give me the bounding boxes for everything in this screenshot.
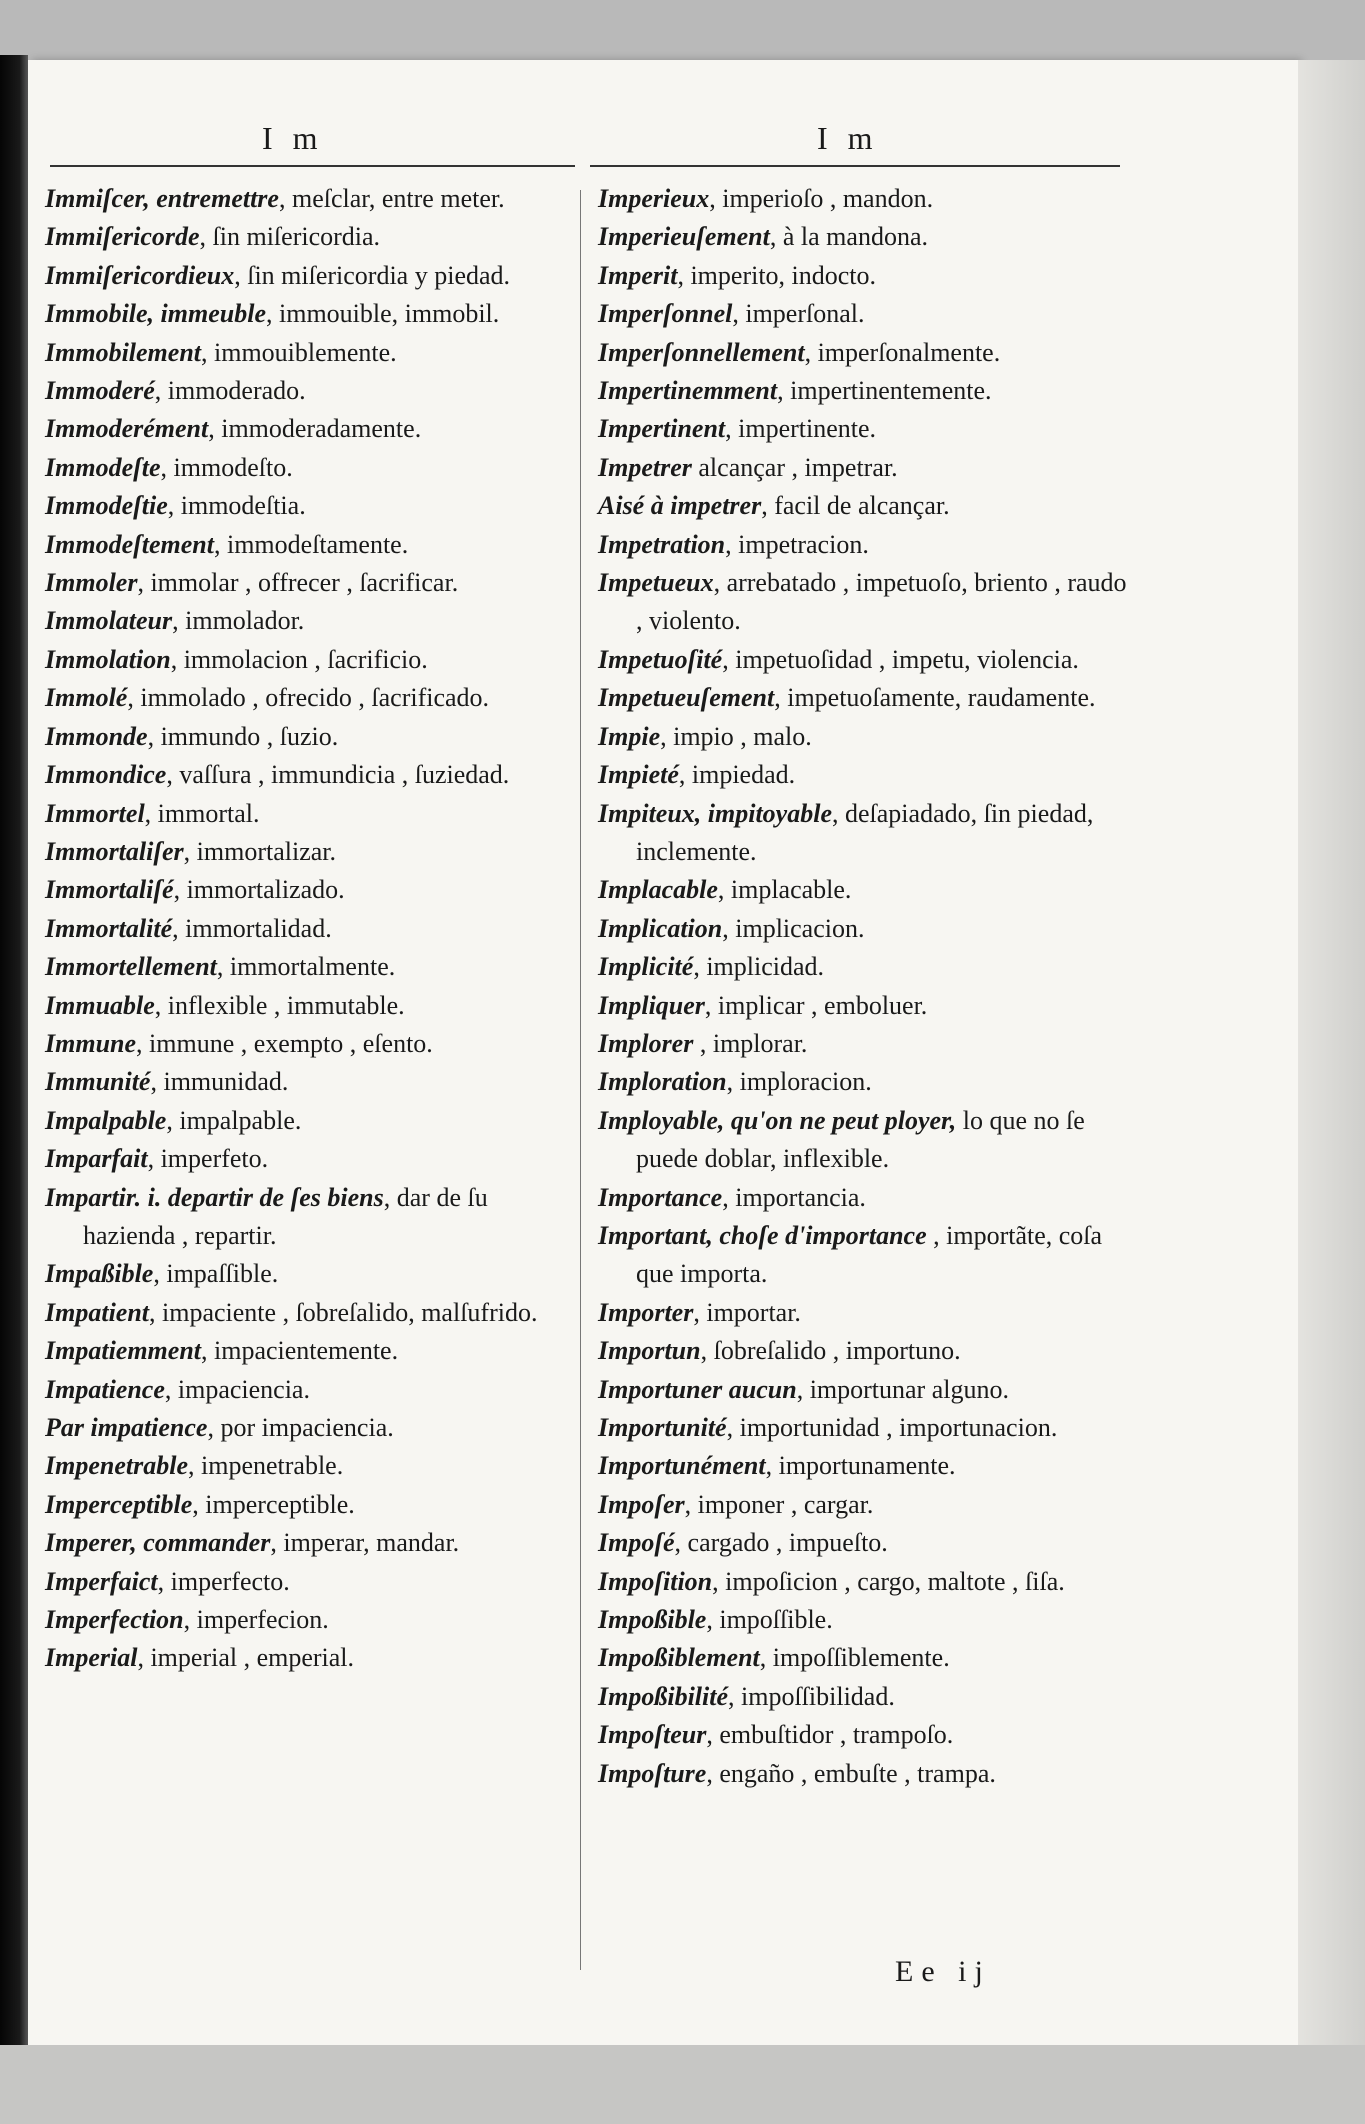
entry-headword: Imparfait	[45, 1144, 148, 1174]
entry-translation: , impetuoſamente, raudamente.	[774, 683, 1096, 713]
entry-headword: Impie	[598, 721, 661, 751]
entry-translation: , immodeſtamente.	[213, 529, 409, 559]
entry-translation: , impoſſibilidad.	[728, 1681, 895, 1711]
entry-translation: , implorar.	[693, 1028, 808, 1058]
entry-translation: , importãte, coſa que importa.	[636, 1220, 1103, 1289]
dictionary-entry	[45, 718, 570, 756]
entry-translation: , impiedad.	[678, 760, 796, 790]
entry-translation: , immundo , ſuzio.	[147, 721, 339, 751]
dictionary-entry	[598, 449, 1128, 487]
dictionary-entry	[598, 1639, 1128, 1677]
entry-headword: Immortaliſé	[45, 875, 174, 905]
entry-headword: Immunité	[45, 1067, 151, 1097]
entry-headword: Impertinemment	[598, 376, 778, 406]
entry-translation: , implicar , emboluer.	[704, 990, 928, 1020]
entry-headword: Impaßible	[45, 1259, 154, 1289]
entry-headword: Immortalité	[45, 913, 173, 943]
dictionary-entry	[598, 180, 1128, 218]
dictionary-entry	[598, 756, 1128, 794]
entry-headword: Immondice	[45, 760, 167, 790]
entry-headword: Impetrer	[598, 452, 692, 482]
dictionary-entry	[45, 1601, 570, 1639]
dictionary-entry	[598, 295, 1128, 333]
dictionary-entry	[598, 679, 1128, 717]
entry-headword: Impetuoſité	[598, 644, 723, 674]
entry-translation: , importunar alguno.	[796, 1374, 1009, 1404]
dictionary-entry	[598, 1563, 1128, 1601]
dictionary-entry	[45, 487, 570, 525]
dictionary-entry	[598, 987, 1128, 1025]
dictionary-entry	[45, 1294, 570, 1332]
entry-translation: , engaño , embuſte , trampa.	[706, 1758, 996, 1788]
entry-translation: , immolador.	[172, 606, 305, 636]
left-column	[45, 180, 570, 1678]
head-rule-left	[50, 165, 575, 167]
dictionary-entry	[45, 334, 570, 372]
entry-translation: , arrebatado , impetuoſo, briento , raudo , violento.	[636, 568, 1127, 636]
entry-translation: , immolado , ofrecido , ſacrificado.	[127, 683, 490, 713]
entry-headword: Impoßiblement	[598, 1643, 760, 1673]
entry-translation: , impetracion.	[725, 529, 869, 559]
entry-headword: Immortel	[45, 798, 145, 828]
entry-translation: , à la mandona.	[769, 222, 928, 252]
entry-translation: , imperceptible.	[192, 1489, 355, 1519]
dictionary-entry	[598, 1524, 1128, 1562]
entry-translation: , impalpable.	[166, 1105, 302, 1135]
entry-translation: , embuſtidor , trampoſo.	[706, 1720, 954, 1750]
entry-headword: Importunément	[598, 1451, 766, 1481]
entry-headword: Immodeſte	[45, 452, 161, 482]
entry-translation: , deſapiadado, ſin piedad, inclemente.	[636, 798, 1094, 866]
dictionary-entry	[45, 795, 570, 833]
dictionary-entry	[45, 449, 570, 487]
dictionary-entry	[45, 1332, 570, 1370]
dictionary-entry	[45, 564, 570, 602]
entry-translation: , immodeſto.	[160, 452, 293, 482]
entry-translation: , importar.	[693, 1297, 801, 1327]
entry-headword: Immiſericordieux	[45, 260, 235, 290]
entry-headword: Impoſé	[598, 1528, 675, 1558]
entry-translation: , immortal.	[144, 798, 260, 828]
entry-headword: Imperial	[45, 1643, 138, 1673]
dictionary-entry	[45, 180, 570, 218]
dictionary-entry	[598, 718, 1128, 756]
entry-translation: , immoderadamente.	[208, 414, 422, 444]
entry-headword: Immolateur	[45, 606, 173, 636]
entry-translation: , dar de ſu hazienda , repartir.	[83, 1182, 488, 1250]
dictionary-entry	[598, 1678, 1128, 1716]
dictionary-entry	[45, 1486, 570, 1524]
entry-translation: , impoſſible.	[706, 1605, 833, 1635]
entry-headword: Immodeſtement	[45, 529, 214, 559]
entry-headword: Immobilement	[45, 337, 201, 367]
entry-headword: Imperfaict	[45, 1566, 158, 1596]
dictionary-entry	[45, 871, 570, 909]
dictionary-entry	[45, 372, 570, 410]
dictionary-entry	[598, 410, 1128, 448]
dictionary-entry	[45, 1524, 570, 1562]
entry-headword: Impoſer	[598, 1489, 685, 1519]
dictionary-entry	[598, 1179, 1128, 1217]
entry-translation: , imperfeto.	[147, 1144, 269, 1174]
right-column	[598, 180, 1128, 1793]
entry-headword: Imperfection	[45, 1605, 184, 1635]
entry-headword: Important, choſe d'importance	[598, 1220, 927, 1250]
entry-headword: Impertinent	[598, 414, 726, 444]
entry-headword: Impetueux	[598, 568, 714, 598]
dictionary-entry	[45, 910, 570, 948]
entry-translation: , immouiblemente.	[201, 337, 397, 367]
entry-translation: , imperar, mandar.	[270, 1528, 460, 1558]
entry-translation: , immortalmente.	[216, 952, 396, 982]
entry-translation: , immouible, immobil.	[266, 299, 500, 329]
dictionary-entry	[598, 526, 1128, 564]
entry-translation: , impoſicion , cargo, maltote , ſiſa.	[712, 1566, 1065, 1596]
dictionary-entry	[45, 526, 570, 564]
entry-headword: Immobile, immeuble	[45, 299, 266, 329]
entry-headword: Impoßible	[598, 1605, 707, 1635]
entry-translation: , implicacion.	[722, 913, 865, 943]
entry-translation: , inflexible , immutable.	[154, 990, 405, 1020]
entry-translation: , meſclar, entre meter.	[278, 184, 505, 213]
dictionary-entry	[598, 1601, 1128, 1639]
dictionary-entry	[45, 1179, 570, 1256]
entry-headword: Immonde	[45, 721, 148, 751]
entry-translation: , immortalidad.	[172, 913, 332, 943]
dictionary-entry	[598, 1371, 1128, 1409]
entry-translation: , impaciencia.	[164, 1374, 310, 1404]
column-divider	[580, 190, 581, 1970]
dictionary-entry	[45, 602, 570, 640]
entry-headword: Aisé à impetrer	[598, 491, 762, 521]
entry-headword: Immolation	[45, 644, 171, 674]
entry-translation: , importunidad , importunacion.	[726, 1413, 1058, 1442]
dictionary-entry	[45, 756, 570, 794]
entry-translation: , por impaciencia.	[207, 1413, 394, 1442]
entry-translation: , vaſſura , immundicia , ſuziedad.	[166, 760, 510, 790]
entry-translation: , importunamente.	[765, 1451, 956, 1481]
entry-translation: , immortalizado.	[173, 875, 345, 905]
entry-translation: , immoderado.	[154, 376, 306, 406]
dictionary-entry	[45, 1025, 570, 1063]
entry-headword: Immodeſtie	[45, 491, 168, 521]
dictionary-entry	[45, 410, 570, 448]
dictionary-entry	[598, 1447, 1128, 1485]
dictionary-entry	[598, 257, 1128, 295]
dictionary-entry	[598, 1294, 1128, 1332]
dictionary-entry	[598, 218, 1128, 256]
dictionary-entry	[598, 1025, 1128, 1063]
entry-headword: Immuable	[45, 990, 155, 1020]
dictionary-entry	[598, 1716, 1128, 1754]
entry-headword: Impliquer	[598, 990, 705, 1020]
entry-headword: Impatient	[45, 1297, 150, 1327]
entry-translation: , imperfecion.	[183, 1605, 329, 1635]
entry-translation: , implicidad.	[693, 952, 825, 982]
entry-headword: Implacable	[598, 875, 718, 905]
dictionary-entry	[598, 1332, 1128, 1370]
entry-headword: Impetration	[598, 529, 726, 559]
entry-headword: Impoſition	[598, 1566, 713, 1596]
entry-translation: , imperioſo , mandon.	[709, 184, 934, 213]
dictionary-entry	[45, 1563, 570, 1601]
entry-translation: alcançar , impetrar.	[691, 452, 898, 482]
entry-headword: Imploration	[598, 1067, 727, 1097]
dictionary-entry	[45, 1102, 570, 1140]
dictionary-entry	[45, 1447, 570, 1485]
dictionary-entry	[45, 1639, 570, 1677]
entry-translation: , impacientemente.	[201, 1336, 399, 1366]
entry-headword: Imperceptible	[45, 1489, 193, 1519]
entry-headword: Immortaliſer	[45, 836, 184, 866]
dictionary-entry	[598, 1755, 1128, 1793]
entry-headword: Imperſonnellement	[598, 337, 805, 367]
dictionary-entry	[45, 257, 570, 295]
entry-headword: Par impatience	[45, 1413, 208, 1442]
entry-translation: , immunidad.	[150, 1067, 289, 1097]
dictionary-entry	[598, 1409, 1128, 1447]
entry-headword: Immolé	[45, 683, 128, 713]
entry-headword: Implication	[598, 913, 723, 943]
dictionary-entry	[598, 641, 1128, 679]
entry-headword: Imperſonnel	[598, 299, 733, 329]
entry-headword: Importuner aucun	[598, 1374, 797, 1404]
dictionary-entry	[45, 1371, 570, 1409]
dictionary-entry	[598, 910, 1128, 948]
entry-translation: , impenetrable.	[188, 1451, 344, 1481]
entry-translation: , cargado , impueſto.	[674, 1528, 888, 1558]
entry-translation: , imperial , emperial.	[137, 1643, 355, 1673]
entry-headword: Implicité	[598, 952, 694, 982]
entry-headword: Impatiemment	[45, 1336, 201, 1366]
entry-headword: Impoſture	[598, 1758, 707, 1788]
dictionary-entry	[45, 641, 570, 679]
entry-headword: Importun	[598, 1336, 701, 1366]
dictionary-entry	[598, 372, 1128, 410]
entry-translation: , ſin miſericordia.	[199, 222, 381, 252]
entry-headword: Impoſteur	[598, 1720, 707, 1750]
dictionary-entry	[45, 1255, 570, 1293]
entry-headword: Impartir. i. departir de ſes biens	[45, 1182, 384, 1212]
scan-background	[0, 2045, 1365, 2124]
entry-headword: Implorer	[598, 1028, 694, 1058]
entry-headword: Importer	[598, 1297, 694, 1327]
entry-translation: , imperfecto.	[157, 1566, 290, 1596]
entry-translation: , imperſonalmente.	[804, 337, 1001, 367]
running-head-left: I m	[262, 120, 324, 156]
entry-headword: Imperieux	[598, 184, 710, 213]
entry-headword: Impiteux, impitoyable	[598, 798, 832, 828]
entry-headword: Impatience	[45, 1374, 165, 1404]
head-rule-right	[590, 165, 1120, 167]
dictionary-entry	[598, 334, 1128, 372]
dictionary-entry	[598, 1486, 1128, 1524]
entry-headword: Immune	[45, 1028, 137, 1058]
dictionary-entry	[598, 948, 1128, 986]
entry-headword: Importunité	[598, 1413, 727, 1442]
entry-translation: , imperito, indocto.	[677, 260, 877, 290]
entry-translation: , impoſſiblemente.	[759, 1643, 950, 1673]
entry-translation: , impaſſible.	[153, 1259, 279, 1289]
entry-headword: Immoderé	[45, 376, 155, 406]
entry-headword: Immortellement	[45, 952, 217, 982]
entry-headword: Immiſericorde	[45, 222, 200, 252]
entry-headword: Immoler	[45, 568, 138, 598]
dictionary-entry	[45, 948, 570, 986]
entry-headword: Importance	[598, 1182, 723, 1212]
entry-translation: , imponer , cargar.	[684, 1489, 874, 1519]
entry-headword: Impenetrable	[45, 1451, 188, 1481]
entry-headword: Imployable, qu'on ne peut ployer,	[598, 1105, 957, 1135]
entry-headword: Impalpable	[45, 1105, 167, 1135]
dictionary-entry	[45, 218, 570, 256]
entry-translation: , immodeſtia.	[167, 491, 306, 521]
entry-translation: , impertinente.	[725, 414, 877, 444]
dictionary-entry	[45, 679, 570, 717]
entry-translation: lo que no ſe puede doblar, inflexible.	[636, 1105, 1085, 1174]
entry-translation: , impetuoſidad , impetu, violencia.	[722, 644, 1079, 674]
entry-translation: , importancia.	[722, 1182, 866, 1212]
entry-headword: Immoderément	[45, 414, 209, 444]
dictionary-entry	[45, 1140, 570, 1178]
page-edge	[1298, 60, 1365, 2045]
entry-headword: Impieté	[598, 760, 679, 790]
entry-headword: Imperit	[598, 260, 678, 290]
entry-headword: Imperieuſement	[598, 222, 770, 252]
dictionary-entry	[45, 1063, 570, 1101]
entry-translation: , ſin miſericordia y piedad.	[234, 260, 511, 290]
dictionary-entry	[45, 987, 570, 1025]
entry-translation: , impio , malo.	[660, 721, 812, 751]
dictionary-entry	[598, 564, 1128, 641]
entry-translation: , immolacion , ſacrificio.	[170, 644, 428, 674]
dictionary-entry	[598, 1063, 1128, 1101]
entry-headword: Impoßibilité	[598, 1681, 728, 1711]
dictionary-entry	[598, 795, 1128, 872]
entry-translation: , impaciente , ſobreſalido, malſufrido.	[149, 1297, 538, 1327]
dictionary-entry	[598, 871, 1128, 909]
dictionary-entry	[45, 1409, 570, 1447]
dictionary-entry	[45, 295, 570, 333]
dictionary-entry	[45, 833, 570, 871]
dictionary-entry	[598, 1102, 1128, 1179]
entry-translation: , immolar , offrecer , ſacrificar.	[137, 568, 459, 598]
entry-translation: , ſobreſalido , importuno.	[700, 1336, 961, 1366]
signature-mark: Ee ij	[895, 1955, 991, 1988]
entry-headword: Imperer, commander	[45, 1528, 271, 1558]
dictionary-entry	[598, 1217, 1128, 1294]
entry-translation: , imploracion.	[726, 1067, 872, 1097]
dictionary-entry	[598, 487, 1128, 525]
entry-headword: Immiſcer, entremettre	[45, 184, 279, 213]
entry-translation: , immune , exempto , eſento.	[136, 1028, 433, 1058]
entry-translation: , facil de alcançar.	[761, 491, 950, 521]
running-head-right: I m	[817, 120, 879, 156]
entry-translation: , impertinentemente.	[777, 376, 992, 406]
entry-translation: , immortalizar.	[183, 836, 337, 866]
entry-translation: , imperſonal.	[732, 299, 865, 329]
entry-translation: , implacable.	[717, 875, 852, 905]
entry-headword: Impetueuſement	[598, 683, 775, 713]
book-spine	[0, 55, 28, 2045]
